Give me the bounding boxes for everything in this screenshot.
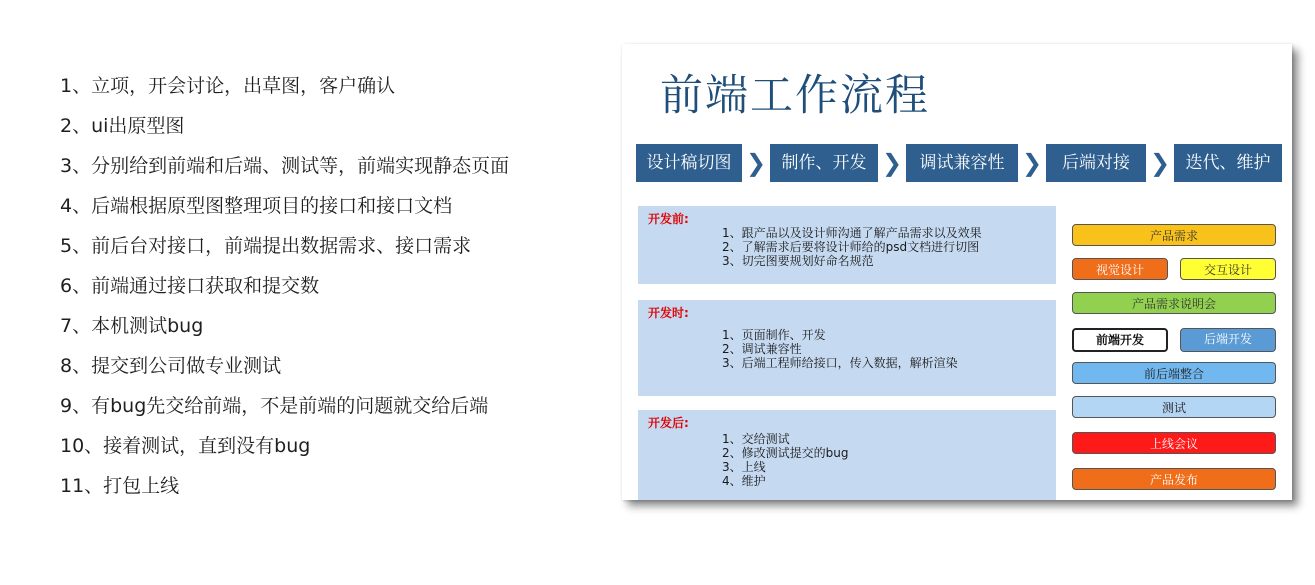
box-product-release: 产品发布: [1072, 468, 1276, 490]
chevron-right-icon: ❯: [1022, 149, 1043, 177]
step-item: 1、立项，开会讨论，出草图，客户确认: [60, 75, 396, 97]
slide-title: 前端工作流程: [660, 71, 930, 121]
phase-item: 3、上线: [722, 460, 766, 474]
flow-step-backend: 后端对接: [1046, 144, 1146, 182]
process-steps-list: [60, 66, 509, 506]
workflow-slide: [622, 44, 1292, 500]
chevron-right-icon: ❯: [1150, 149, 1171, 177]
step-item: 6、前端通过接口获取和提交数: [60, 275, 320, 297]
box-requirements-meeting: 产品需求说明会: [1072, 292, 1276, 314]
box-testing: 测试: [1072, 396, 1276, 418]
box-launch-meeting: 上线会议: [1072, 432, 1276, 454]
flow-step-slicing: 设计稿切图: [636, 144, 742, 182]
box-interaction-design: 交互设计: [1180, 258, 1276, 280]
phase-items: [722, 226, 982, 268]
phase-after: [638, 410, 1056, 500]
phase-item: 1、页面制作、开发: [722, 328, 826, 342]
phase-item: 1、跟产品以及设计师沟通了解产品需求以及效果: [722, 226, 982, 240]
step-item: 3、分别给到前端和后端、测试等，前端实现静态页面: [60, 155, 510, 177]
box-product-requirements: 产品需求: [1072, 224, 1276, 246]
step-item: 4、后端根据原型图整理项目的接口和接口文档: [60, 195, 453, 217]
box-visual-design: 视觉设计: [1072, 258, 1168, 280]
step-item: 7、本机测试bug: [60, 315, 204, 337]
flow-step-develop: 制作、开发: [770, 144, 878, 182]
step-item: 5、前后台对接口，前端提出数据需求、接口需求: [60, 235, 472, 257]
chevron-right-icon: ❯: [746, 149, 767, 177]
phase-label: 开发时:: [648, 306, 689, 320]
phase-item: 2、了解需求后要将设计师给的psd文档进行切图: [722, 240, 980, 254]
phase-items: [722, 432, 848, 488]
phase-item: 2、调试兼容性: [722, 342, 802, 356]
phase-label: 开发后:: [648, 416, 689, 430]
step-item: 9、有bug先交给前端，不是前端的问题就交给后端: [60, 395, 489, 417]
flow-step-iterate: 迭代、维护: [1174, 144, 1282, 182]
phase-item: 1、交给测试: [722, 432, 790, 446]
step-item: 8、提交到公司做专业测试: [60, 355, 282, 377]
box-integration: 前后端整合: [1072, 362, 1276, 384]
step-item: 2、ui出原型图: [60, 115, 185, 137]
phase-item: 3、后端工程师给接口，传入数据，解析渲染: [722, 356, 958, 370]
phase-during: [638, 300, 1056, 396]
flow-bar: [636, 144, 1286, 184]
phase-item: 4、维护: [722, 474, 766, 488]
phase-label: 开发前:: [648, 212, 689, 226]
box-backend-dev: 后端开发: [1180, 328, 1276, 352]
phase-items: [722, 328, 958, 370]
phase-before: [638, 206, 1056, 284]
flow-step-compat: 调试兼容性: [906, 144, 1018, 182]
chevron-right-icon: ❯: [882, 149, 903, 177]
box-frontend-dev: 前端开发: [1072, 328, 1168, 352]
step-item: 11、打包上线: [60, 475, 180, 497]
phase-item: 3、切完图要规划好命名规范: [722, 254, 874, 268]
step-item: 10、接着测试，直到没有bug: [60, 435, 311, 457]
phase-item: 2、修改测试提交的bug: [722, 446, 849, 460]
